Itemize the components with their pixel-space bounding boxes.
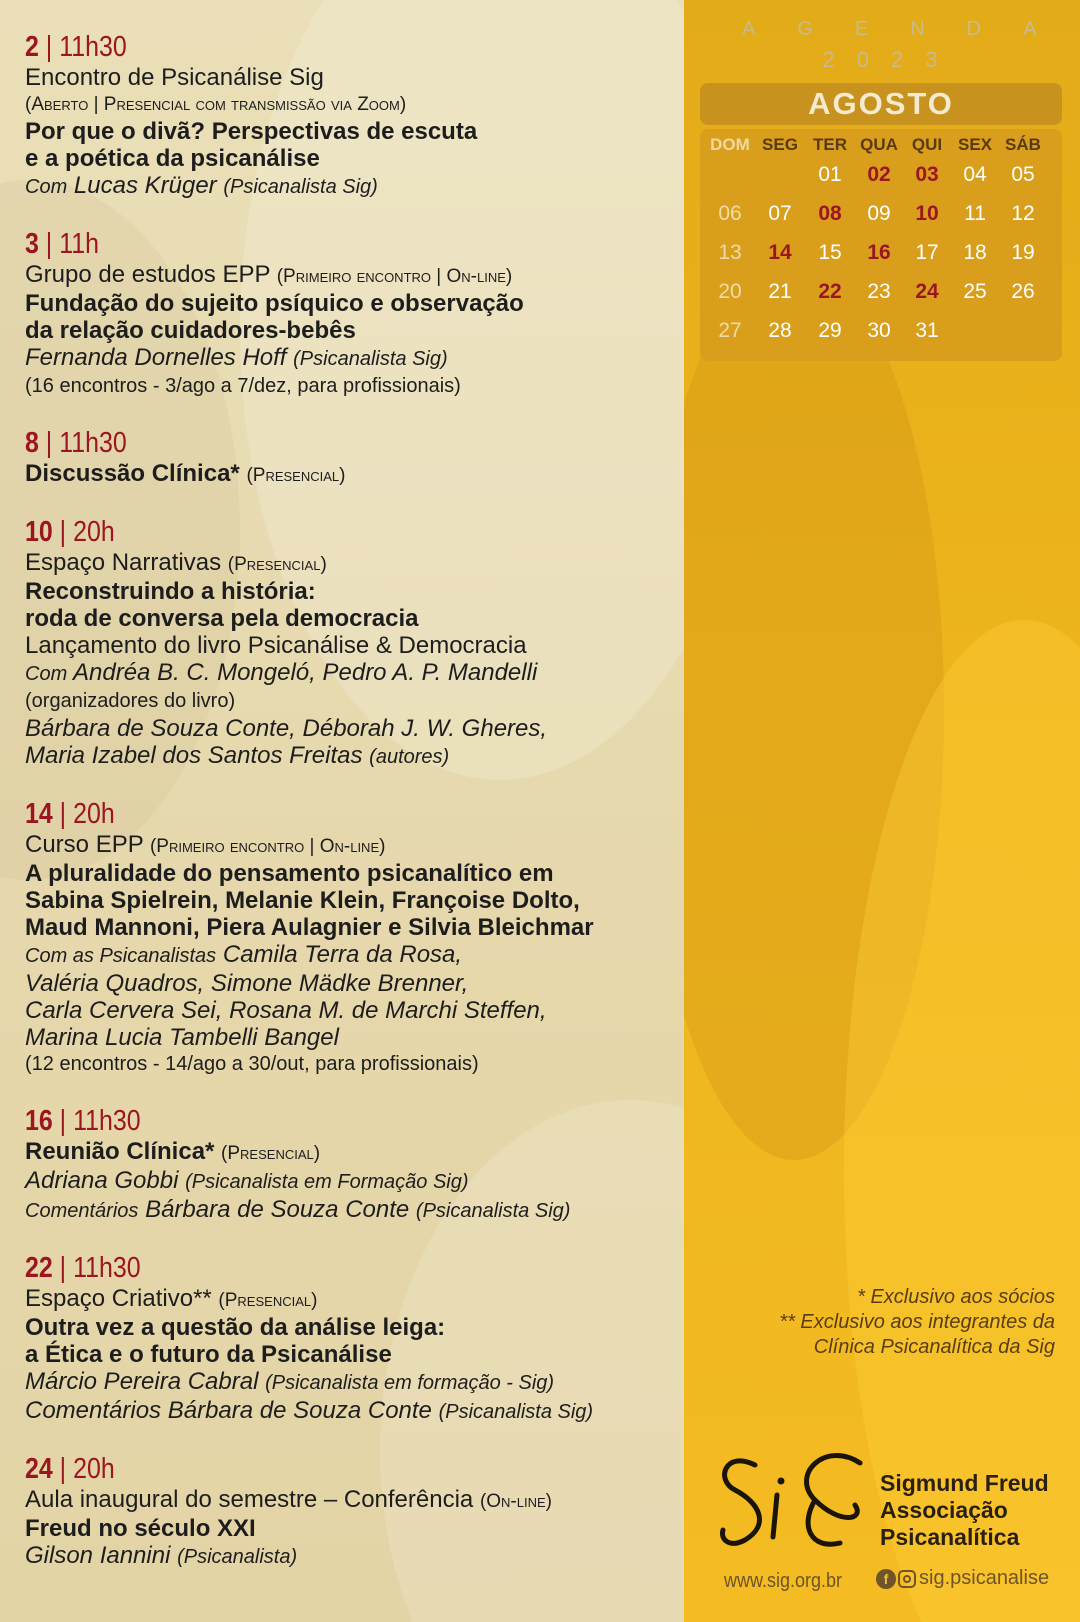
event-note: (16 encontros - 3/ago a 7/dez, para profissionais): [25, 375, 461, 397]
calendar-day: 11: [964, 202, 986, 225]
event-item: [25, 227, 680, 400]
event-date: 16 | 11h30: [25, 1105, 141, 1137]
event-title: Curso EPP (Primeiro encontro | On-line): [25, 831, 386, 858]
event-commenter: Comentários Bárbara de Souza Conte (Psicanalista Sig): [25, 1196, 571, 1223]
event-title: Grupo de estudos EPP (Primeiro encontro | On-line): [25, 261, 513, 288]
event-theme: Sabina Spielrein, Melanie Klein, Françoise Dolto,: [25, 887, 580, 914]
event-speakers: Carla Cervera Sei, Rosana M. de Marchi Steffen,: [25, 997, 547, 1024]
calendar-day: 14: [768, 241, 792, 264]
event-theme: A pluralidade do pensamento psicanalítico em: [25, 860, 554, 887]
event-title: Aula inaugural do semestre – Conferência (On-line): [25, 1486, 552, 1513]
event-commenter: Comentários Bárbara de Souza Conte (Psicanalista Sig): [25, 1397, 594, 1424]
event-date: 10 | 20h: [25, 516, 115, 548]
event-theme: roda de conversa pela democracia: [25, 605, 419, 632]
calendar-day: 24: [915, 280, 939, 303]
agenda-label: AGENDA: [742, 18, 1079, 40]
calendar-day: 18: [963, 241, 987, 264]
event-theme: da relação cuidadores-bebês: [25, 317, 356, 344]
calendar-day: 17: [915, 241, 939, 264]
event-theme: a Ética e o futuro da Psicanálise: [25, 1341, 392, 1368]
calendar-weekday: DOM: [710, 135, 750, 154]
calendar-day: 29: [818, 319, 842, 342]
calendar-day: 09: [867, 202, 891, 225]
calendar-weekday: QUA: [860, 135, 898, 154]
calendar-day: 15: [818, 241, 842, 264]
event-date: 8 | 11h30: [25, 427, 127, 459]
event-speaker: Adriana Gobbi (Psicanalista em Formação Sig): [25, 1167, 469, 1194]
event-date: 14 | 20h: [25, 798, 115, 830]
calendar-day: 21: [768, 280, 792, 303]
event-title: Espaço Narrativas (Presencial): [25, 549, 327, 576]
footnote: Clínica Psicanalítica da Sig: [813, 1336, 1055, 1358]
calendar-day: 10: [915, 202, 939, 225]
event-note: (12 encontros - 14/ago a 30/out, para profissionais): [25, 1053, 479, 1075]
event-speaker: Com Lucas Krüger (Psicanalista Sig): [25, 172, 378, 199]
events-list: [25, 30, 680, 1597]
event-theme: Outra vez a questão da análise leiga:: [25, 1314, 446, 1341]
calendar-day: 13: [718, 241, 742, 264]
event-mode: (Aberto | Presencial com transmissão via Zoom): [25, 94, 407, 115]
calendar-day: 19: [1011, 241, 1035, 264]
agenda-header: [700, 18, 1079, 73]
event-item: [25, 30, 680, 201]
calendar-day: 08: [818, 202, 842, 225]
facebook-icon[interactable]: f: [876, 1569, 896, 1589]
event-date: 24 | 20h: [25, 1453, 115, 1485]
calendar-day: 22: [818, 280, 842, 303]
logo-wordmark: [880, 1470, 1049, 1551]
event-speaker: Márcio Pereira Cabral (Psicanalista em formação - Sig): [25, 1368, 555, 1395]
calendar-day: 23: [867, 280, 891, 303]
calendar-weekday: SEX: [957, 135, 993, 154]
event-title: Espaço Criativo** (Presencial): [25, 1285, 318, 1312]
sig-logo-mark: [715, 1445, 880, 1555]
event-speaker: Gilson Iannini (Psicanalista): [25, 1542, 298, 1569]
calendar-weekday: QUI: [911, 135, 943, 154]
website-link[interactable]: www.sig.org.br: [724, 1570, 843, 1592]
social-handle[interactable]: [876, 1567, 1049, 1590]
calendar-day: 20: [718, 280, 742, 303]
calendar-weekday: TER: [813, 135, 847, 154]
calendar-day: 16: [867, 241, 891, 264]
calendar: [700, 129, 1062, 361]
event-title: Reunião Clínica* (Presencial): [25, 1138, 321, 1165]
calendar-day: 27: [718, 319, 742, 342]
month-label: AGOSTO: [808, 86, 954, 121]
calendar-day: 31: [915, 319, 939, 342]
event-speakers: Valéria Quadros, Simone Mädke Brenner,: [25, 970, 469, 997]
calendar-day: 30: [867, 319, 891, 342]
event-speaker: Fernanda Dornelles Hoff (Psicanalista Sig): [25, 344, 448, 371]
event-authors: Bárbara de Souza Conte, Déborah J. W. Gheres,: [25, 715, 548, 742]
calendar-day: 03: [915, 163, 939, 186]
event-theme: Freud no século XXI: [25, 1515, 256, 1542]
social-handle-text: sig.psicanalise: [919, 1567, 1050, 1589]
event-theme: Maud Mannoni, Piera Aulagnier e Silvia Bleichmar: [25, 914, 594, 941]
event-date: 3 | 11h: [25, 228, 99, 260]
logo-line: Sigmund Freud: [880, 1470, 1049, 1496]
event-organizers: Com Andréa B. C. Mongeló, Pedro A. P. Mandelli: [25, 659, 538, 686]
event-launch: Lançamento do livro Psicanálise & Democracia: [25, 632, 527, 659]
event-item: [25, 1104, 680, 1225]
calendar-day: 02: [867, 163, 891, 186]
event-authors: Maria Izabel dos Santos Freitas (autores): [25, 742, 450, 769]
month-banner: [700, 83, 1062, 125]
calendar-day: 04: [963, 163, 987, 186]
logo-line: Associação: [880, 1497, 1008, 1523]
event-title: Encontro de Psicanálise Sig: [25, 64, 324, 91]
instagram-icon[interactable]: [898, 1570, 916, 1588]
event-date: 2 | 11h30: [25, 31, 127, 63]
event-item: [25, 1452, 680, 1571]
footnotes: [720, 1285, 1055, 1360]
event-organizers-role: (organizadores do livro): [25, 690, 236, 712]
event-item: [25, 515, 680, 771]
calendar-day: 25: [963, 280, 987, 303]
event-item: [25, 1251, 680, 1426]
logo-line: Psicanalítica: [880, 1524, 1020, 1550]
calendar-day: 12: [1011, 202, 1035, 225]
event-item: [25, 426, 680, 489]
event-theme: Fundação do sujeito psíquico e observação: [25, 290, 524, 317]
event-theme: Reconstruindo a história:: [25, 578, 316, 605]
event-date: 22 | 11h30: [25, 1252, 141, 1284]
calendar-day: 06: [718, 202, 742, 225]
calendar-day: 28: [768, 319, 792, 342]
event-theme: e a poética da psicanálise: [25, 145, 320, 172]
event-speakers: Com as Psicanalistas Camila Terra da Rosa,: [25, 941, 463, 968]
event-title: Discussão Clínica* (Presencial): [25, 460, 346, 487]
calendar-weekday: SÁB: [1005, 135, 1041, 154]
event-speakers: Marina Lucia Tambelli Bangel: [25, 1024, 339, 1051]
calendar-day: 05: [1011, 163, 1035, 186]
calendar-day: 01: [818, 163, 842, 186]
event-theme: Por que o divã? Perspectivas de escuta: [25, 118, 478, 145]
footnote: * Exclusivo aos sócios: [857, 1286, 1055, 1308]
calendar-weekday: SEG: [762, 135, 798, 154]
agenda-year: 2023: [822, 47, 960, 72]
calendar-day: 07: [768, 202, 792, 225]
calendar-day: 26: [1011, 280, 1035, 303]
event-item: [25, 797, 680, 1078]
footnote: ** Exclusivo aos integrantes da: [779, 1311, 1055, 1333]
